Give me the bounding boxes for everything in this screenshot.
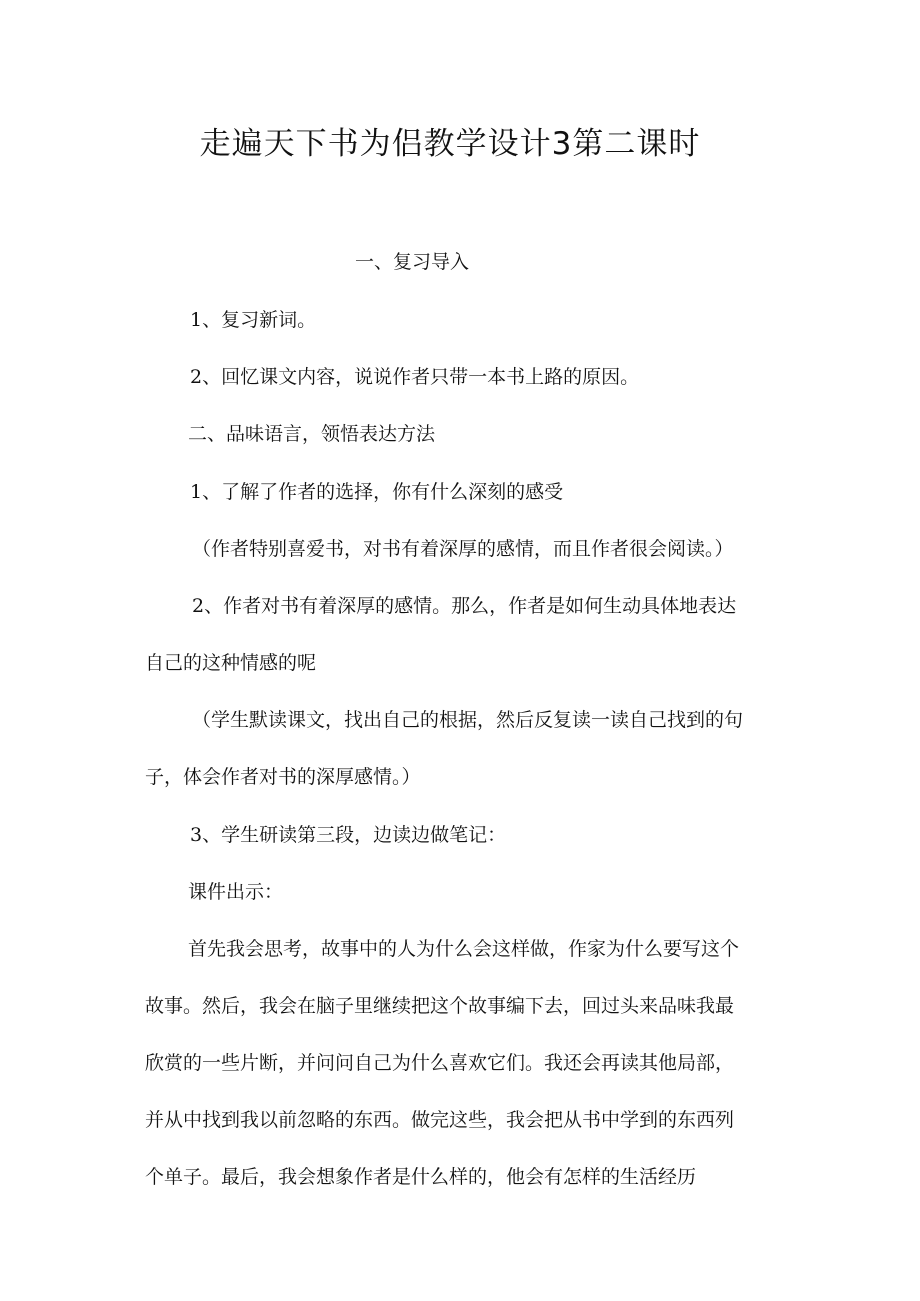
paragraph-line: 2、回忆课文内容，说说作者只带一本书上路的原因。	[190, 366, 640, 388]
paragraph-line: 欣赏的一些片断，并问问自己为什么喜欢它们。我还会再读其他局部，	[145, 1052, 735, 1074]
paragraph-line: 个单子。最后，我会想象作者是什么样的，他会有怎样的生活经历	[145, 1166, 697, 1188]
paragraph-line: 1、了解了作者的选择，你有什么深刻的感受	[190, 481, 564, 503]
paragraph-line: 自己的这种情感的呢	[145, 652, 317, 674]
document-title: 走遍天下书为侣教学设计3第二课时	[199, 126, 701, 162]
section-heading-review: 一、复习导入	[355, 251, 470, 273]
paragraph-line: 2、作者对书有着深厚的感情。那么，作者是如何生动具体地表达	[192, 595, 737, 617]
paragraph-line: 子，体会作者对书的深厚感情。）	[145, 766, 421, 788]
paragraph-line: 故事。然后，我会在脑子里继续把这个故事编下去，回过头来品味我最	[145, 995, 735, 1017]
paragraph-line: 首先我会思考，故事中的人为什么会这样做，作家为什么要写这个	[188, 938, 740, 960]
section-heading-language: 二、品味语言，领悟表达方法	[188, 423, 436, 445]
paragraph-line: （学生默读课文，找出自己的根据，然后反复读一读自己找到的句	[192, 709, 744, 731]
paragraph-line: 课件出示：	[188, 881, 284, 903]
paragraph-line: 并从中找到我以前忽略的东西。做完这些，我会把从书中学到的东西列	[145, 1109, 735, 1131]
paragraph-line: 1、复习新词。	[190, 309, 317, 331]
paragraph-line: （作者特别喜爱书，对书有着深厚的感情，而且作者很会阅读。）	[192, 538, 734, 560]
paragraph-line: 3、学生研读第三段，边读边做笔记：	[190, 824, 507, 846]
